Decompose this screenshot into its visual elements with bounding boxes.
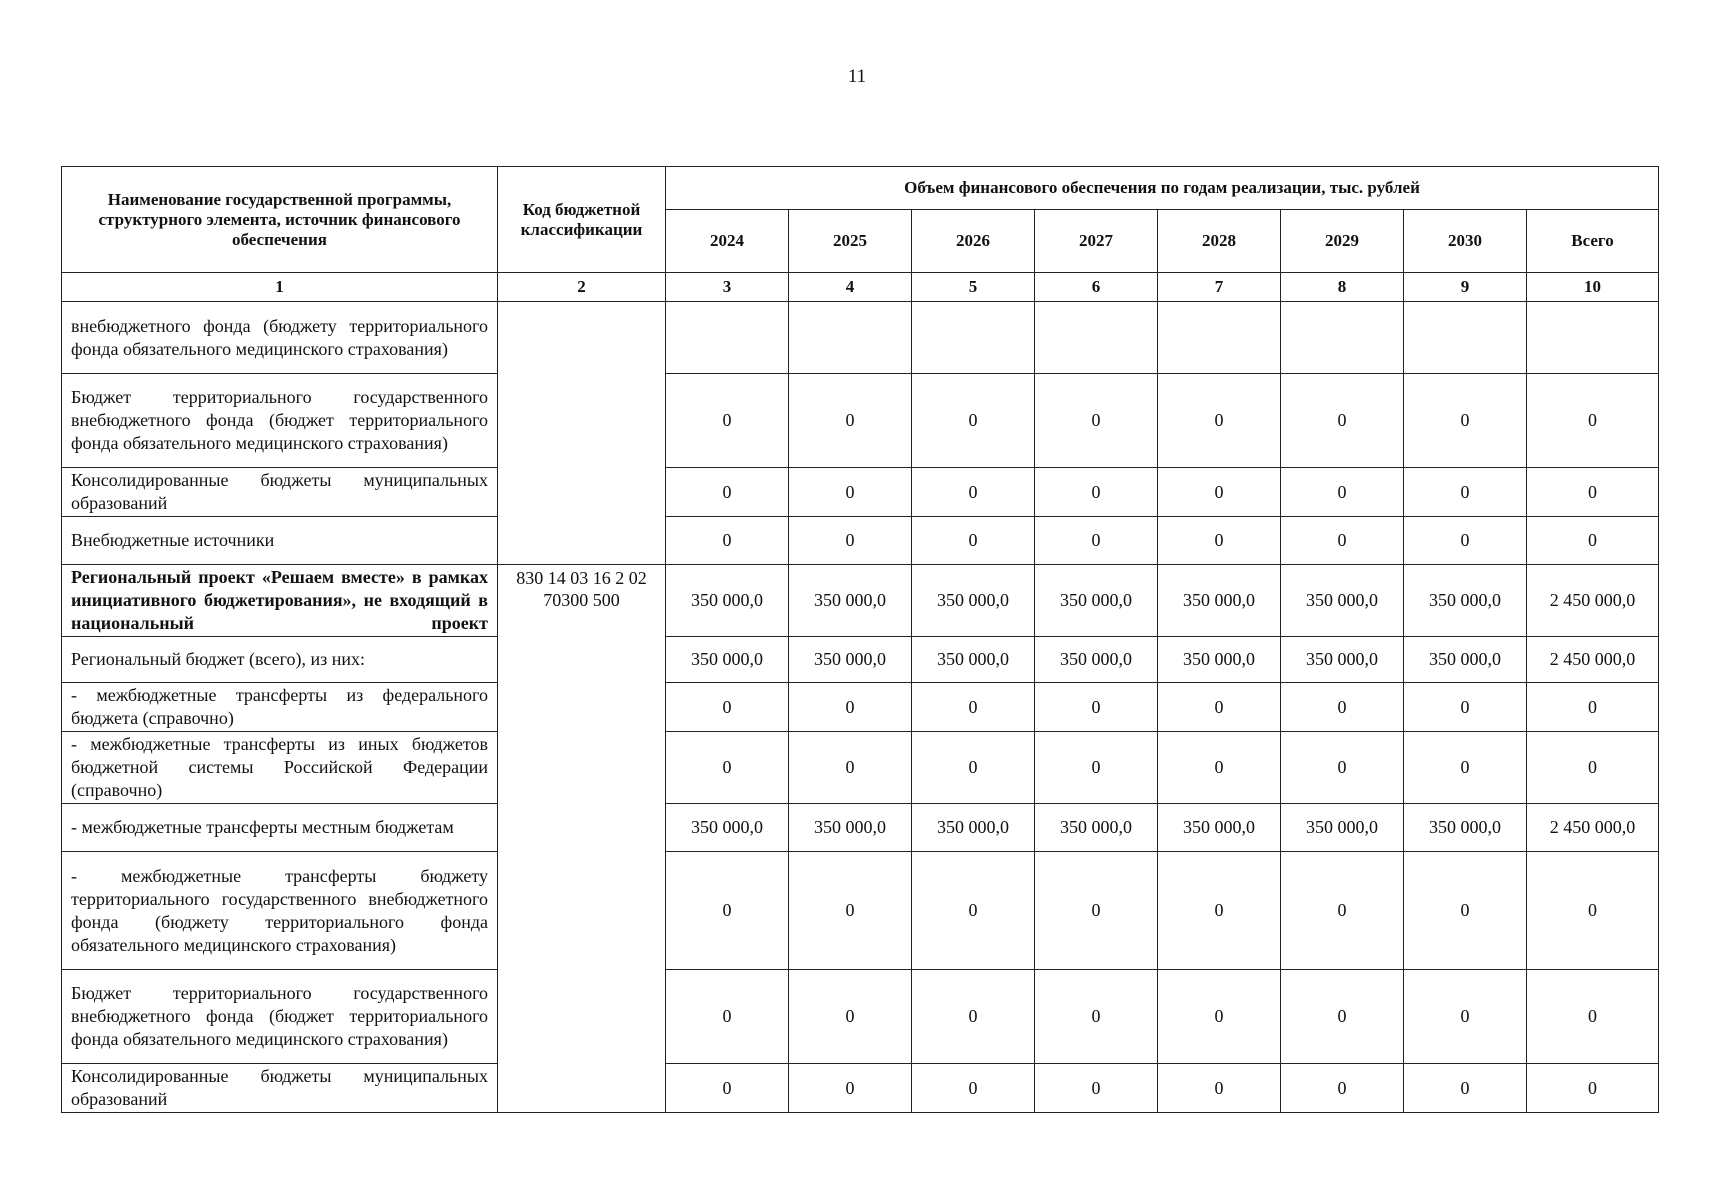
row-name: Консолидированные бюджеты муниципальных образований [62,468,498,517]
year-value-cell: 0 [666,1064,789,1113]
year-value-cell: 0 [1281,732,1404,804]
year-value-cell: 350 000,0 [912,637,1035,683]
year-value-cell [789,302,912,374]
year-value-cell: 350 000,0 [912,804,1035,852]
table-row [62,683,1659,732]
row-name: внебюджетного фонда (бюджету территориального фонда обязательного медицинского страхования) [62,302,498,374]
year-value-cell: 0 [912,374,1035,468]
total-cell: 2 450 000,0 [1527,565,1659,637]
column-number: 1 [62,273,498,302]
row-name: - межбюджетные трансферты из иных бюджетов бюджетной системы Российской Федерации (справочно) [62,732,498,804]
year-value-cell [912,302,1035,374]
total-cell: 0 [1527,1064,1659,1113]
year-value-cell: 0 [1035,517,1158,565]
year-value-cell: 0 [912,970,1035,1064]
year-value-cell: 350 000,0 [1158,637,1281,683]
column-number: 10 [1527,273,1659,302]
header-year: 2026 [912,210,1035,273]
year-value-cell: 0 [912,517,1035,565]
row-name: - межбюджетные трансферты местным бюджетам [62,804,498,852]
year-value-cell [1281,302,1404,374]
year-value-cell: 350 000,0 [789,637,912,683]
table-row [62,970,1659,1064]
year-value-cell: 0 [1404,468,1527,517]
column-number: 9 [1404,273,1527,302]
year-value-cell: 0 [1158,1064,1281,1113]
row-name: Консолидированные бюджеты муниципальных образований [62,1064,498,1113]
column-number: 8 [1281,273,1404,302]
header-volume: Объем финансового обеспечения по годам реализации, тыс. рублей [666,167,1659,210]
year-value-cell: 0 [912,732,1035,804]
year-value-cell: 0 [1281,517,1404,565]
year-value-cell: 0 [666,374,789,468]
header-year: 2029 [1281,210,1404,273]
year-value-cell: 0 [1035,683,1158,732]
table-row [62,637,1659,683]
header-code: Код бюджетной классификации [498,167,666,273]
row-name: - межбюджетные трансферты из федерального бюджета (справочно) [62,683,498,732]
year-value-cell: 0 [789,852,912,970]
year-value-cell: 0 [789,374,912,468]
total-cell: 0 [1527,374,1659,468]
year-value-cell: 350 000,0 [666,804,789,852]
year-value-cell: 0 [1281,852,1404,970]
total-cell: 0 [1527,468,1659,517]
total-cell: 2 450 000,0 [1527,804,1659,852]
year-value-cell: 350 000,0 [1035,637,1158,683]
total-cell: 0 [1527,517,1659,565]
year-value-cell: 350 000,0 [1035,804,1158,852]
year-value-cell: 0 [1035,732,1158,804]
year-value-cell: 0 [1035,852,1158,970]
header-total: Всего [1527,210,1659,273]
year-value-cell: 0 [1404,1064,1527,1113]
year-value-cell: 0 [1158,852,1281,970]
year-value-cell [1035,302,1158,374]
year-value-cell: 0 [1404,517,1527,565]
financing-table [61,166,1659,1113]
year-value-cell: 0 [1404,852,1527,970]
year-value-cell: 0 [666,852,789,970]
header-name: Наименование государственной программы, структурного элемента, источник финансового обеспечения [62,167,498,273]
year-value-cell [1158,302,1281,374]
page-number: 11 [847,66,867,87]
year-value-cell: 0 [912,852,1035,970]
year-value-cell: 0 [1158,374,1281,468]
row-name: - межбюджетные трансферты бюджету территориального государственного внебюджетного фонда (бюджету территориального фонда обязательного медицинского страхования) [62,852,498,970]
column-number: 4 [789,273,912,302]
row-name: Внебюджетные источники [62,517,498,565]
year-value-cell: 0 [1158,468,1281,517]
year-value-cell: 350 000,0 [1158,565,1281,637]
year-value-cell: 0 [789,468,912,517]
year-value-cell: 0 [666,683,789,732]
table-row [62,468,1659,517]
year-value-cell: 0 [1404,683,1527,732]
table-row [62,1064,1659,1113]
total-cell: 0 [1527,683,1659,732]
year-value-cell: 0 [789,1064,912,1113]
year-value-cell: 0 [1035,1064,1158,1113]
header-year: 2024 [666,210,789,273]
year-value-cell: 0 [1158,683,1281,732]
year-value-cell: 350 000,0 [1281,565,1404,637]
row-name: Бюджет территориального государственного внебюджетного фонда (бюджет территориального фонда обязательного медицинского страхования) [62,374,498,468]
year-value-cell: 0 [1404,970,1527,1064]
column-number: 5 [912,273,1035,302]
budget-code [498,302,666,565]
row-name: Региональный проект «Решаем вместе» в рамках инициативного бюджетирования», не входящий в национальный проект [62,565,498,637]
table-body [62,302,1659,1113]
year-value-cell: 0 [666,517,789,565]
year-value-cell: 0 [912,1064,1035,1113]
year-value-cell: 0 [666,468,789,517]
column-number: 2 [498,273,666,302]
year-value-cell: 0 [1158,970,1281,1064]
year-value-cell: 0 [789,732,912,804]
year-value-cell: 0 [1035,468,1158,517]
total-cell [1527,302,1659,374]
total-cell: 0 [1527,732,1659,804]
table-row [62,517,1659,565]
column-number: 3 [666,273,789,302]
year-value-cell: 350 000,0 [1404,804,1527,852]
year-value-cell: 350 000,0 [1281,804,1404,852]
year-value-cell: 350 000,0 [789,565,912,637]
year-value-cell: 350 000,0 [1404,565,1527,637]
year-value-cell: 0 [1281,1064,1404,1113]
year-value-cell: 0 [666,970,789,1064]
year-value-cell: 0 [789,970,912,1064]
year-value-cell: 350 000,0 [912,565,1035,637]
row-name: Региональный бюджет (всего), из них: [62,637,498,683]
year-value-cell: 0 [666,732,789,804]
year-value-cell: 0 [789,683,912,732]
year-value-cell [1404,302,1527,374]
year-value-cell: 350 000,0 [1035,565,1158,637]
year-value-cell: 0 [1281,683,1404,732]
budget-code: 830 14 03 16 2 02 70300 500 [498,565,666,1113]
table-row [62,374,1659,468]
column-number: 6 [1035,273,1158,302]
header-year: 2027 [1035,210,1158,273]
table-row [62,804,1659,852]
year-value-cell: 0 [912,683,1035,732]
year-value-cell: 0 [1035,374,1158,468]
year-value-cell: 0 [912,468,1035,517]
year-value-cell: 350 000,0 [1158,804,1281,852]
year-value-cell: 350 000,0 [666,565,789,637]
year-value-cell: 0 [1158,517,1281,565]
year-value-cell: 0 [1281,468,1404,517]
year-value-cell [666,302,789,374]
year-value-cell: 350 000,0 [1404,637,1527,683]
header-year: 2028 [1158,210,1281,273]
table-row [62,732,1659,804]
year-value-cell: 0 [1035,970,1158,1064]
year-value-cell: 0 [789,517,912,565]
year-value-cell: 0 [1404,374,1527,468]
total-cell: 0 [1527,852,1659,970]
row-name: Бюджет территориального государственного внебюджетного фонда (бюджет территориального фонда обязательного медицинского страхования) [62,970,498,1064]
year-value-cell: 0 [1281,374,1404,468]
header-year: 2030 [1404,210,1527,273]
year-value-cell: 350 000,0 [1281,637,1404,683]
year-value-cell: 350 000,0 [666,637,789,683]
year-value-cell: 0 [1281,970,1404,1064]
table-row [62,852,1659,970]
year-value-cell: 350 000,0 [789,804,912,852]
table-row [62,565,1659,637]
year-value-cell: 0 [1158,732,1281,804]
total-cell: 2 450 000,0 [1527,637,1659,683]
year-value-cell: 0 [1404,732,1527,804]
header-year: 2025 [789,210,912,273]
column-number: 7 [1158,273,1281,302]
total-cell: 0 [1527,970,1659,1064]
table-row [62,302,1659,374]
